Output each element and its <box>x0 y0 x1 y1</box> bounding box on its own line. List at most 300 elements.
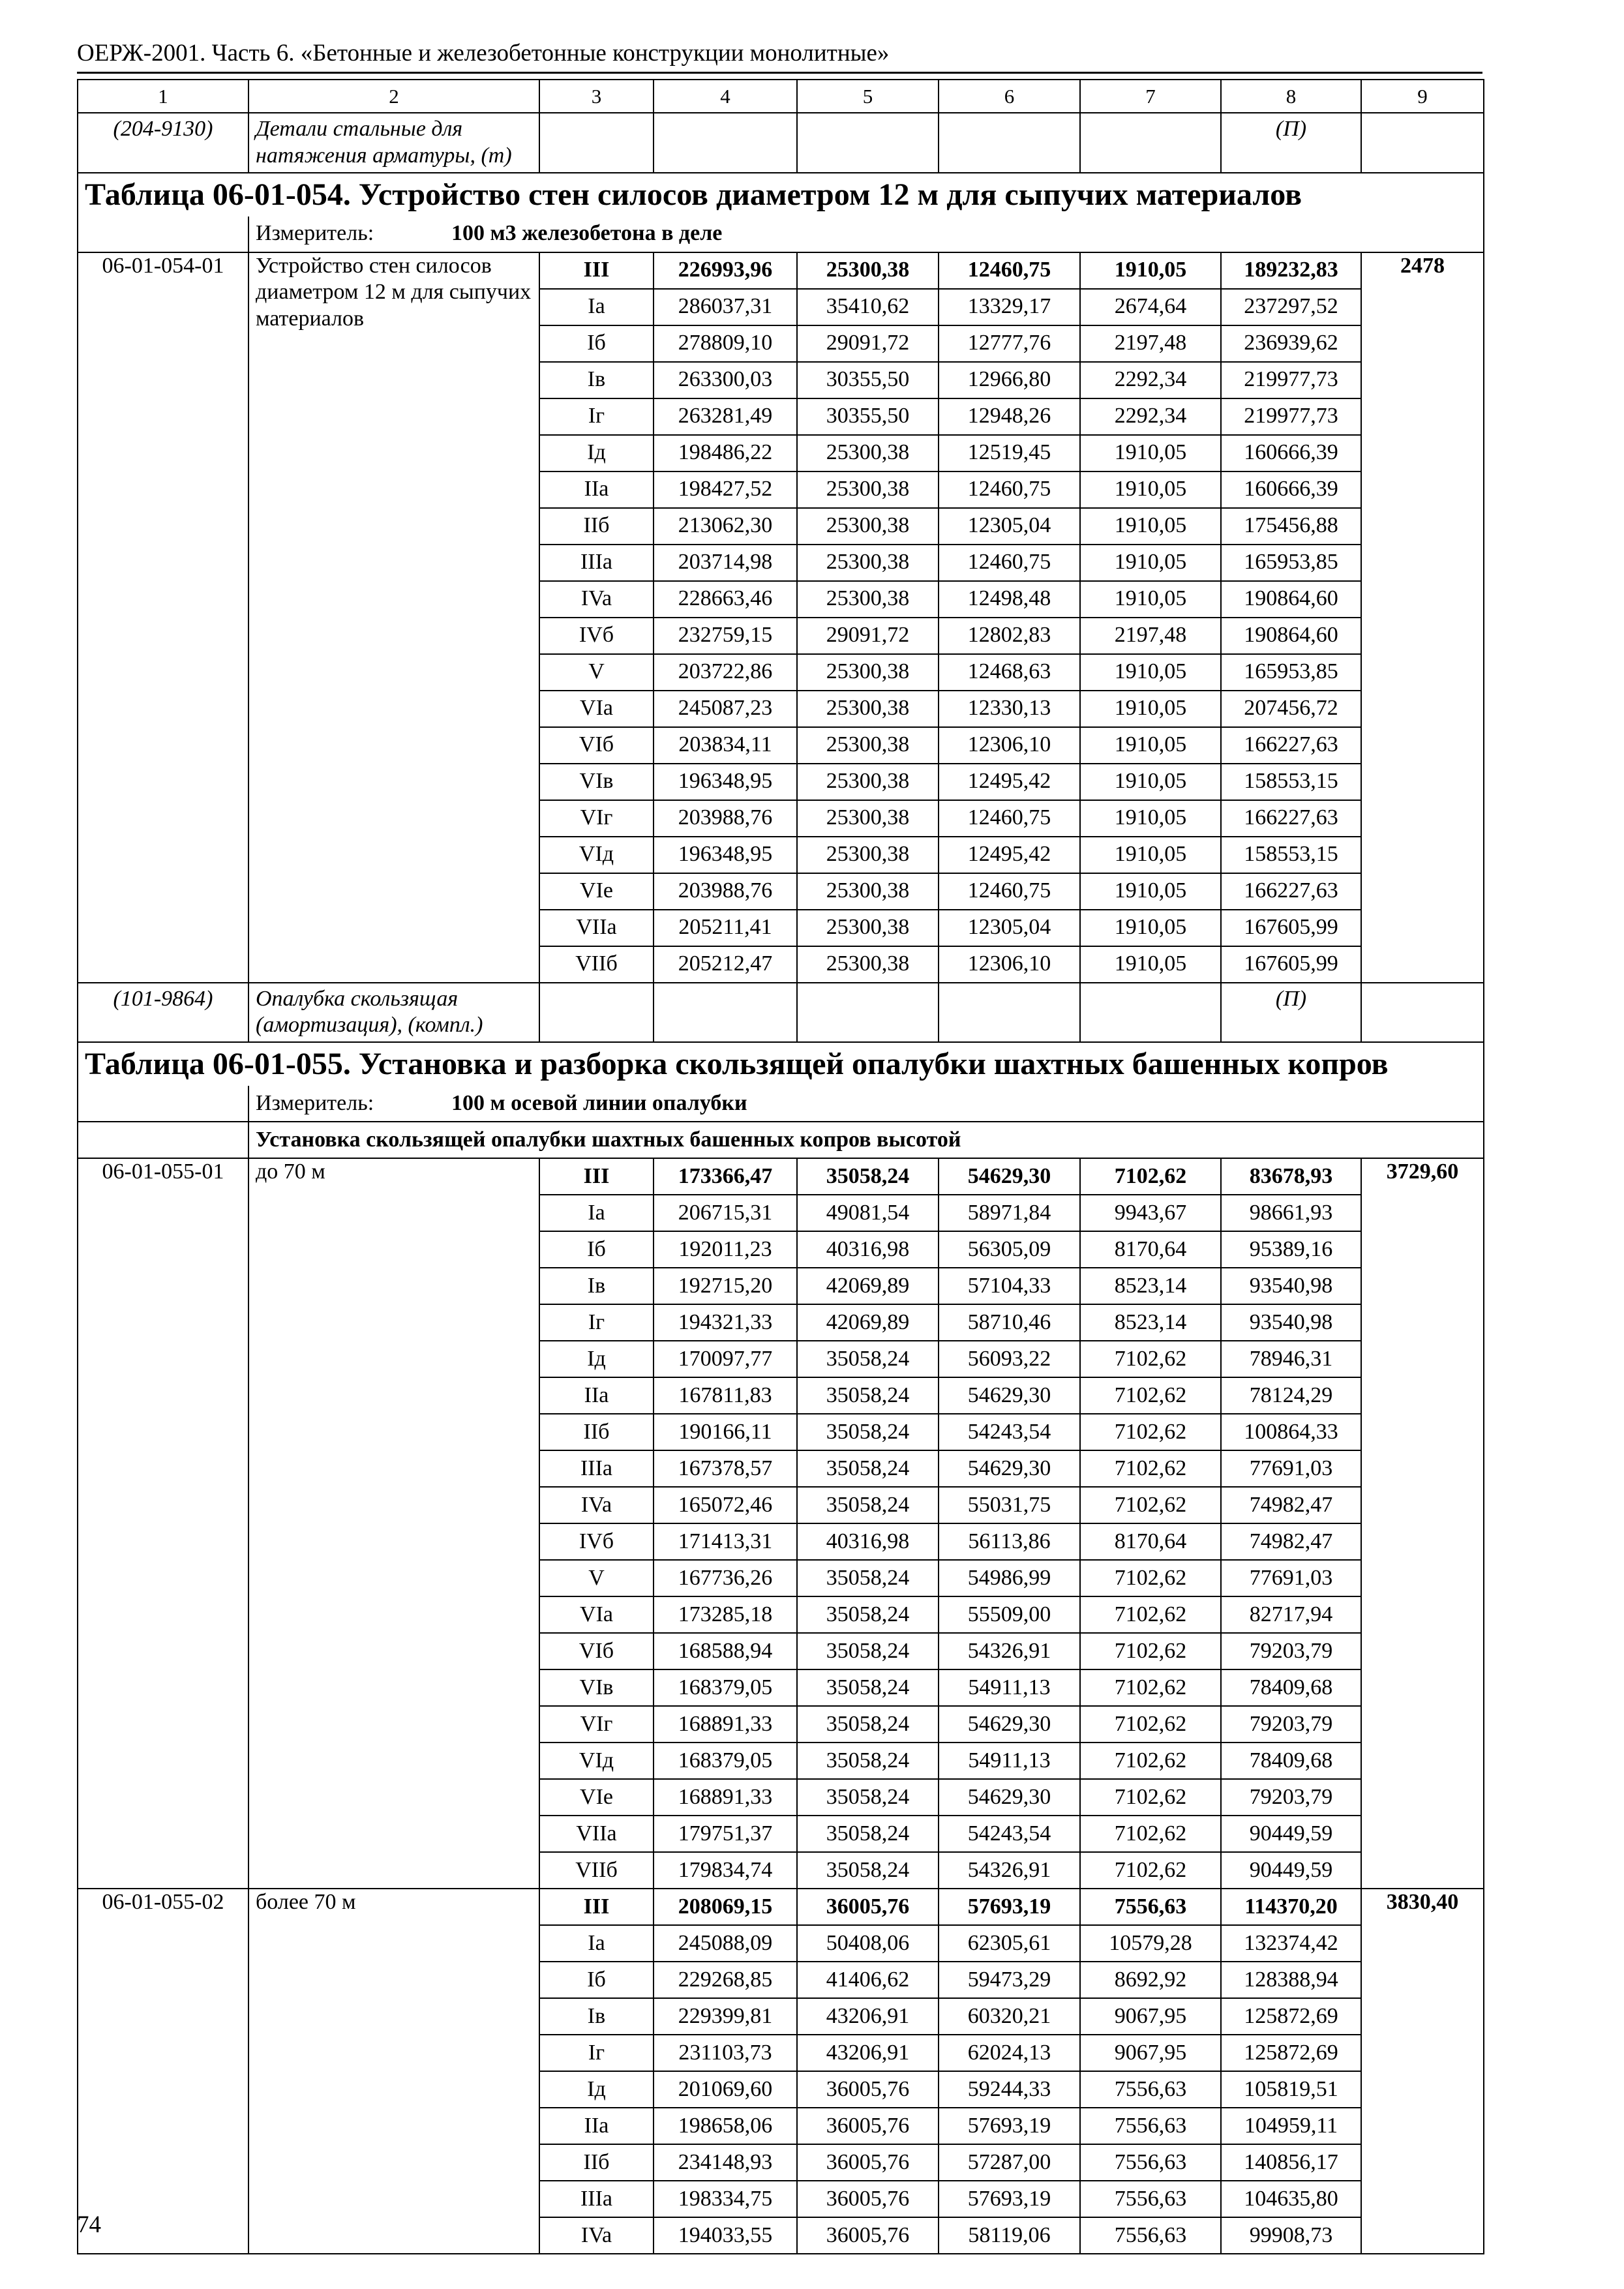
price-cell: 35058,24 <box>797 1377 939 1414</box>
price-cell: 7102,62 <box>1080 1852 1221 1889</box>
zone-cell: VIa <box>539 1596 654 1633</box>
column-number: 6 <box>939 80 1080 113</box>
zone-cell: V <box>539 654 654 691</box>
price-cell: 57287,00 <box>939 2144 1080 2181</box>
price-cell: 12495,42 <box>939 764 1080 800</box>
price-cell: 168891,33 <box>654 1779 797 1816</box>
unit-spacer <box>78 217 248 252</box>
price-cell: 208069,15 <box>654 1889 797 1925</box>
price-cell: 62024,13 <box>939 2035 1080 2071</box>
price-cell: 203988,76 <box>654 800 797 837</box>
price-cell: 125872,69 <box>1221 2035 1361 2071</box>
item-code: 06-01-055-01 <box>78 1158 248 1889</box>
price-cell: 7556,63 <box>1080 1889 1221 1925</box>
price-cell: 8523,14 <box>1080 1268 1221 1304</box>
empty-cell <box>939 113 1080 173</box>
zone-cell: VIIб <box>539 1852 654 1889</box>
resource-name: Опалубка скользящая (амортизация), (компл.) <box>248 983 539 1043</box>
price-cell: 7556,63 <box>1080 2071 1221 2108</box>
price-cell: 189232,83 <box>1221 252 1361 289</box>
price-cell: 2197,48 <box>1080 325 1221 362</box>
price-cell: 93540,98 <box>1221 1304 1361 1341</box>
price-cell: 99908,73 <box>1221 2217 1361 2254</box>
price-cell: 205212,47 <box>654 946 797 983</box>
price-cell: 35058,24 <box>797 1706 939 1743</box>
empty-cell <box>797 983 939 1043</box>
price-cell: 167736,26 <box>654 1560 797 1596</box>
price-cell: 36005,76 <box>797 2144 939 2181</box>
price-cell: 54911,13 <box>939 1669 1080 1706</box>
price-cell: 40316,98 <box>797 1231 939 1268</box>
table-title: Таблица 06-01-055. Установка и разборка скользящей опалубки шахтных башенных копров <box>78 1042 1484 1086</box>
zone-cell: Iг <box>539 398 654 435</box>
price-cell: 56093,22 <box>939 1341 1080 1377</box>
price-cell: 12966,80 <box>939 362 1080 398</box>
price-cell: 25300,38 <box>797 654 939 691</box>
price-cell: 196348,95 <box>654 837 797 873</box>
price-cell: 160666,39 <box>1221 435 1361 471</box>
unit-value: 100 м осевой линии опалубки <box>451 1090 747 1115</box>
zone-cell: VIб <box>539 1633 654 1669</box>
unit-cell <box>248 217 1484 252</box>
price-cell: 35058,24 <box>797 1560 939 1596</box>
price-cell: 198334,75 <box>654 2181 797 2217</box>
price-cell: 25300,38 <box>797 873 939 910</box>
price-cell: 165072,46 <box>654 1487 797 1523</box>
price-cell: 98661,93 <box>1221 1195 1361 1231</box>
zone-cell: Iв <box>539 1268 654 1304</box>
price-cell: 12519,45 <box>939 435 1080 471</box>
price-cell: 234148,93 <box>654 2144 797 2181</box>
column-number: 4 <box>654 80 797 113</box>
price-cell: 179834,74 <box>654 1852 797 1889</box>
price-cell: 203714,98 <box>654 545 797 581</box>
price-cell: 175456,88 <box>1221 508 1361 545</box>
price-cell: 158553,15 <box>1221 837 1361 873</box>
price-cell: 190864,60 <box>1221 618 1361 654</box>
price-cell: 263281,49 <box>654 398 797 435</box>
item-name: Устройство стен силосов диаметром 12 м для сыпучих материалов <box>248 252 539 983</box>
zone-cell: V <box>539 1560 654 1596</box>
zone-cell: VIв <box>539 1669 654 1706</box>
price-cell: 50408,06 <box>797 1925 939 1962</box>
price-cell: 166227,63 <box>1221 873 1361 910</box>
zone-cell: III <box>539 1889 654 1925</box>
price-cell: 140856,17 <box>1221 2144 1361 2181</box>
price-cell: 7102,62 <box>1080 1779 1221 1816</box>
price-cell: 78409,68 <box>1221 1669 1361 1706</box>
item-name: до 70 м <box>248 1158 539 1889</box>
price-cell: 35058,24 <box>797 1633 939 1669</box>
price-cell: 25300,38 <box>797 471 939 508</box>
price-cell: 59244,33 <box>939 2071 1080 2108</box>
price-cell: 201069,60 <box>654 2071 797 2108</box>
price-cell: 77691,03 <box>1221 1560 1361 1596</box>
price-cell: 104635,80 <box>1221 2181 1361 2217</box>
price-cell: 54629,30 <box>939 1706 1080 1743</box>
zone-cell: Iб <box>539 1231 654 1268</box>
unit-cell <box>248 1086 1484 1122</box>
price-cell: 1910,05 <box>1080 837 1221 873</box>
price-cell: 12305,04 <box>939 910 1080 946</box>
price-cell: 35410,62 <box>797 289 939 325</box>
price-cell: 1910,05 <box>1080 691 1221 727</box>
zone-cell: Ia <box>539 289 654 325</box>
empty-cell <box>1080 983 1221 1043</box>
price-cell: 56305,09 <box>939 1231 1080 1268</box>
price-cell: 158553,15 <box>1221 764 1361 800</box>
price-cell: 25300,38 <box>797 910 939 946</box>
price-cell: 168588,94 <box>654 1633 797 1669</box>
price-cell: 93540,98 <box>1221 1268 1361 1304</box>
zone-cell: VIa <box>539 691 654 727</box>
price-cell: 1910,05 <box>1080 764 1221 800</box>
price-cell: 168379,05 <box>654 1669 797 1706</box>
price-cell: 7556,63 <box>1080 2181 1221 2217</box>
price-cell: 12305,04 <box>939 508 1080 545</box>
zone-cell: VIг <box>539 800 654 837</box>
price-cell: 171413,31 <box>654 1523 797 1560</box>
unit-spacer <box>78 1086 248 1122</box>
item-name: более 70 м <box>248 1889 539 2254</box>
price-cell: 8170,64 <box>1080 1523 1221 1560</box>
price-cell: 13329,17 <box>939 289 1080 325</box>
empty-cell <box>1361 113 1484 173</box>
price-cell: 35058,24 <box>797 1158 939 1195</box>
price-cell: 35058,24 <box>797 1341 939 1377</box>
zone-cell: VIe <box>539 1779 654 1816</box>
price-cell: 203722,86 <box>654 654 797 691</box>
table-row <box>78 252 1484 289</box>
price-cell: 62305,61 <box>939 1925 1080 1962</box>
empty-cell <box>539 113 654 173</box>
table-title-row <box>78 173 1484 217</box>
zone-cell: Iб <box>539 1962 654 1998</box>
price-cell: 167605,99 <box>1221 946 1361 983</box>
price-cell: 194033,55 <box>654 2217 797 2254</box>
zone-cell: Iд <box>539 2071 654 2108</box>
price-cell: 25300,38 <box>797 727 939 764</box>
price-cell: 29091,72 <box>797 618 939 654</box>
price-cell: 205211,41 <box>654 910 797 946</box>
empty-cell <box>1361 983 1484 1043</box>
price-cell: 7556,63 <box>1080 2217 1221 2254</box>
price-cell: 25300,38 <box>797 252 939 289</box>
price-cell: 36005,76 <box>797 1889 939 1925</box>
price-cell: 79203,79 <box>1221 1706 1361 1743</box>
price-cell: 54629,30 <box>939 1779 1080 1816</box>
price-cell: 7102,62 <box>1080 1633 1221 1669</box>
price-cell: 57693,19 <box>939 2181 1080 2217</box>
column-number: 3 <box>539 80 654 113</box>
price-cell: 1910,05 <box>1080 727 1221 764</box>
price-cell: 35058,24 <box>797 1596 939 1633</box>
zone-cell: VIIa <box>539 910 654 946</box>
price-cell: 245088,09 <box>654 1925 797 1962</box>
unit-label: Измеритель: <box>256 221 374 246</box>
price-cell: 41406,62 <box>797 1962 939 1998</box>
price-cell: 57104,33 <box>939 1268 1080 1304</box>
price-cell: 1910,05 <box>1080 471 1221 508</box>
price-cell: 7556,63 <box>1080 2108 1221 2144</box>
price-cell: 7102,62 <box>1080 1414 1221 1450</box>
unit-value: 100 м3 железобетона в деле <box>451 221 723 246</box>
price-cell: 43206,91 <box>797 1998 939 2035</box>
price-cell: 12468,63 <box>939 654 1080 691</box>
price-cell: 35058,24 <box>797 1852 939 1889</box>
price-cell: 35058,24 <box>797 1414 939 1450</box>
price-cell: 35058,24 <box>797 1487 939 1523</box>
price-cell: 54911,13 <box>939 1743 1080 1779</box>
extra-value: 3830,40 <box>1361 1889 1484 2254</box>
zone-cell: III <box>539 252 654 289</box>
price-cell: 8170,64 <box>1080 1231 1221 1268</box>
price-cell: 1910,05 <box>1080 946 1221 983</box>
resource-note-row <box>78 113 1484 173</box>
price-cell: 25300,38 <box>797 691 939 727</box>
price-cell: 196348,95 <box>654 764 797 800</box>
header-rule <box>77 72 1482 74</box>
price-cell: 77691,03 <box>1221 1450 1361 1487</box>
price-cell: 54629,30 <box>939 1377 1080 1414</box>
price-cell: 219977,73 <box>1221 398 1361 435</box>
price-cell: 57693,19 <box>939 2108 1080 2144</box>
price-cell: 83678,93 <box>1221 1158 1361 1195</box>
price-cell: 30355,50 <box>797 398 939 435</box>
price-cell: 12460,75 <box>939 545 1080 581</box>
price-cell: 194321,33 <box>654 1304 797 1341</box>
zone-cell: IVa <box>539 581 654 618</box>
price-cell: 35058,24 <box>797 1816 939 1852</box>
price-cell: 213062,30 <box>654 508 797 545</box>
price-cell: 12306,10 <box>939 946 1080 983</box>
price-cell: 25300,38 <box>797 508 939 545</box>
resource-code: (101-9864) <box>78 983 248 1043</box>
price-cell: 160666,39 <box>1221 471 1361 508</box>
price-cell: 9943,67 <box>1080 1195 1221 1231</box>
price-cell: 29091,72 <box>797 325 939 362</box>
column-number-row <box>78 80 1484 113</box>
zone-cell: Iб <box>539 325 654 362</box>
table-row <box>78 1889 1484 1925</box>
price-cell: 12802,83 <box>939 618 1080 654</box>
zone-cell: VIIa <box>539 1816 654 1852</box>
price-cell: 36005,76 <box>797 2071 939 2108</box>
price-cell: 173285,18 <box>654 1596 797 1633</box>
item-code: 06-01-054-01 <box>78 252 248 983</box>
price-cell: 25300,38 <box>797 764 939 800</box>
price-cell: 12460,75 <box>939 800 1080 837</box>
price-cell: 10579,28 <box>1080 1925 1221 1962</box>
price-cell: 245087,23 <box>654 691 797 727</box>
zone-cell: IVa <box>539 1487 654 1523</box>
empty-cell <box>1080 113 1221 173</box>
zone-cell: IIб <box>539 508 654 545</box>
price-cell: 7102,62 <box>1080 1560 1221 1596</box>
price-cell: 1910,05 <box>1080 800 1221 837</box>
resource-code: (204-9130) <box>78 113 248 173</box>
price-cell: 2292,34 <box>1080 362 1221 398</box>
price-cell: 167605,99 <box>1221 910 1361 946</box>
price-cell: 12460,75 <box>939 471 1080 508</box>
price-cell: 58710,46 <box>939 1304 1080 1341</box>
price-cell: 12460,75 <box>939 252 1080 289</box>
empty-cell <box>939 983 1080 1043</box>
price-cell: 7102,62 <box>1080 1706 1221 1743</box>
price-cell: 43206,91 <box>797 2035 939 2071</box>
price-cell: 12948,26 <box>939 398 1080 435</box>
zone-cell: VIб <box>539 727 654 764</box>
price-cell: 82717,94 <box>1221 1596 1361 1633</box>
price-cell: 166227,63 <box>1221 727 1361 764</box>
price-cell: 12777,76 <box>939 325 1080 362</box>
zone-cell: Ia <box>539 1195 654 1231</box>
price-cell: 57693,19 <box>939 1889 1080 1925</box>
price-cell: 219977,73 <box>1221 362 1361 398</box>
price-cell: 35058,24 <box>797 1669 939 1706</box>
price-cell: 7102,62 <box>1080 1158 1221 1195</box>
price-cell: 9067,95 <box>1080 2035 1221 2071</box>
price-cell: 128388,94 <box>1221 1962 1361 1998</box>
price-cell: 56113,86 <box>939 1523 1080 1560</box>
price-cell: 167378,57 <box>654 1450 797 1487</box>
price-cell: 60320,21 <box>939 1998 1080 2035</box>
price-cell: 168891,33 <box>654 1706 797 1743</box>
price-cell: 54326,91 <box>939 1852 1080 1889</box>
price-cell: 25300,38 <box>797 435 939 471</box>
zone-cell: VIд <box>539 837 654 873</box>
price-cell: 35058,24 <box>797 1743 939 1779</box>
zone-cell: Ia <box>539 1925 654 1962</box>
resource-mark: (П) <box>1221 983 1361 1043</box>
price-cell: 12498,48 <box>939 581 1080 618</box>
zone-cell: IIб <box>539 2144 654 2181</box>
price-cell: 9067,95 <box>1080 1998 1221 2035</box>
price-cell: 7102,62 <box>1080 1596 1221 1633</box>
price-cell: 55509,00 <box>939 1596 1080 1633</box>
price-cell: 229268,85 <box>654 1962 797 1998</box>
price-cell: 203834,11 <box>654 727 797 764</box>
column-number: 7 <box>1080 80 1221 113</box>
table-title: Таблица 06-01-054. Устройство стен силосов диаметром 12 м для сыпучих материалов <box>78 173 1484 217</box>
extra-value: 3729,60 <box>1361 1158 1484 1889</box>
price-table <box>77 79 1484 2254</box>
price-cell: 7102,62 <box>1080 1341 1221 1377</box>
item-code: 06-01-055-02 <box>78 1889 248 2254</box>
price-cell: 58971,84 <box>939 1195 1080 1231</box>
price-cell: 1910,05 <box>1080 910 1221 946</box>
price-cell: 278809,10 <box>654 325 797 362</box>
price-cell: 58119,06 <box>939 2217 1080 2254</box>
zone-cell: VIв <box>539 764 654 800</box>
price-cell: 1910,05 <box>1080 873 1221 910</box>
price-cell: 104959,11 <box>1221 2108 1361 2144</box>
price-cell: 49081,54 <box>797 1195 939 1231</box>
price-cell: 228663,46 <box>654 581 797 618</box>
zone-cell: III <box>539 1158 654 1195</box>
price-cell: 36005,76 <box>797 2217 939 2254</box>
price-cell: 40316,98 <box>797 1523 939 1560</box>
price-cell: 25300,38 <box>797 581 939 618</box>
zone-cell: VIг <box>539 1706 654 1743</box>
price-cell: 190864,60 <box>1221 581 1361 618</box>
zone-cell: Iг <box>539 1304 654 1341</box>
resource-note-row <box>78 983 1484 1043</box>
price-cell: 1910,05 <box>1080 508 1221 545</box>
price-cell: 25300,38 <box>797 946 939 983</box>
price-cell: 167811,83 <box>654 1377 797 1414</box>
price-cell: 198486,22 <box>654 435 797 471</box>
zone-cell: IVб <box>539 618 654 654</box>
price-cell: 1910,05 <box>1080 654 1221 691</box>
price-cell: 54629,30 <box>939 1450 1080 1487</box>
price-cell: 7102,62 <box>1080 1743 1221 1779</box>
price-cell: 90449,59 <box>1221 1852 1361 1889</box>
price-cell: 35058,24 <box>797 1450 939 1487</box>
zone-cell: IVб <box>539 1523 654 1560</box>
price-cell: 54243,54 <box>939 1816 1080 1852</box>
price-cell: 35058,24 <box>797 1779 939 1816</box>
price-cell: 1910,05 <box>1080 581 1221 618</box>
price-cell: 78124,29 <box>1221 1377 1361 1414</box>
price-cell: 79203,79 <box>1221 1633 1361 1669</box>
price-cell: 263300,03 <box>654 362 797 398</box>
running-header: ОЕРЖ-2001. Часть 6. «Бетонные и железобетонные конструкции монолитные» <box>77 40 890 67</box>
price-cell: 54986,99 <box>939 1560 1080 1596</box>
column-number: 9 <box>1361 80 1484 113</box>
price-cell: 236939,62 <box>1221 325 1361 362</box>
price-cell: 1910,05 <box>1080 435 1221 471</box>
price-cell: 42069,89 <box>797 1304 939 1341</box>
price-cell: 198658,06 <box>654 2108 797 2144</box>
price-cell: 125872,69 <box>1221 1998 1361 2035</box>
zone-cell: Iд <box>539 1341 654 1377</box>
price-cell: 1910,05 <box>1080 252 1221 289</box>
column-number: 2 <box>248 80 539 113</box>
price-cell: 206715,31 <box>654 1195 797 1231</box>
empty-cell <box>654 983 797 1043</box>
price-cell: 78409,68 <box>1221 1743 1361 1779</box>
price-cell: 7102,62 <box>1080 1816 1221 1852</box>
zone-cell: IIIa <box>539 545 654 581</box>
zone-cell: IIIa <box>539 1450 654 1487</box>
column-number: 1 <box>78 80 248 113</box>
price-cell: 30355,50 <box>797 362 939 398</box>
zone-cell: IVa <box>539 2217 654 2254</box>
price-cell: 232759,15 <box>654 618 797 654</box>
zone-cell: Iв <box>539 1998 654 2035</box>
price-cell: 36005,76 <box>797 2181 939 2217</box>
price-cell: 2197,48 <box>1080 618 1221 654</box>
extra-value: 2478 <box>1361 252 1484 983</box>
price-cell: 59473,29 <box>939 1962 1080 1998</box>
price-cell: 286037,31 <box>654 289 797 325</box>
price-cell: 8523,14 <box>1080 1304 1221 1341</box>
price-cell: 78946,31 <box>1221 1341 1361 1377</box>
price-cell: 165953,85 <box>1221 654 1361 691</box>
unit-row <box>78 1086 1484 1122</box>
price-cell: 7556,63 <box>1080 2144 1221 2181</box>
price-cell: 12460,75 <box>939 873 1080 910</box>
price-cell: 165953,85 <box>1221 545 1361 581</box>
price-cell: 2674,64 <box>1080 289 1221 325</box>
table-title-row <box>78 1042 1484 1086</box>
price-cell: 7102,62 <box>1080 1487 1221 1523</box>
zone-cell: VIe <box>539 873 654 910</box>
price-cell: 25300,38 <box>797 837 939 873</box>
price-cell: 12306,10 <box>939 727 1080 764</box>
price-cell: 114370,20 <box>1221 1889 1361 1925</box>
